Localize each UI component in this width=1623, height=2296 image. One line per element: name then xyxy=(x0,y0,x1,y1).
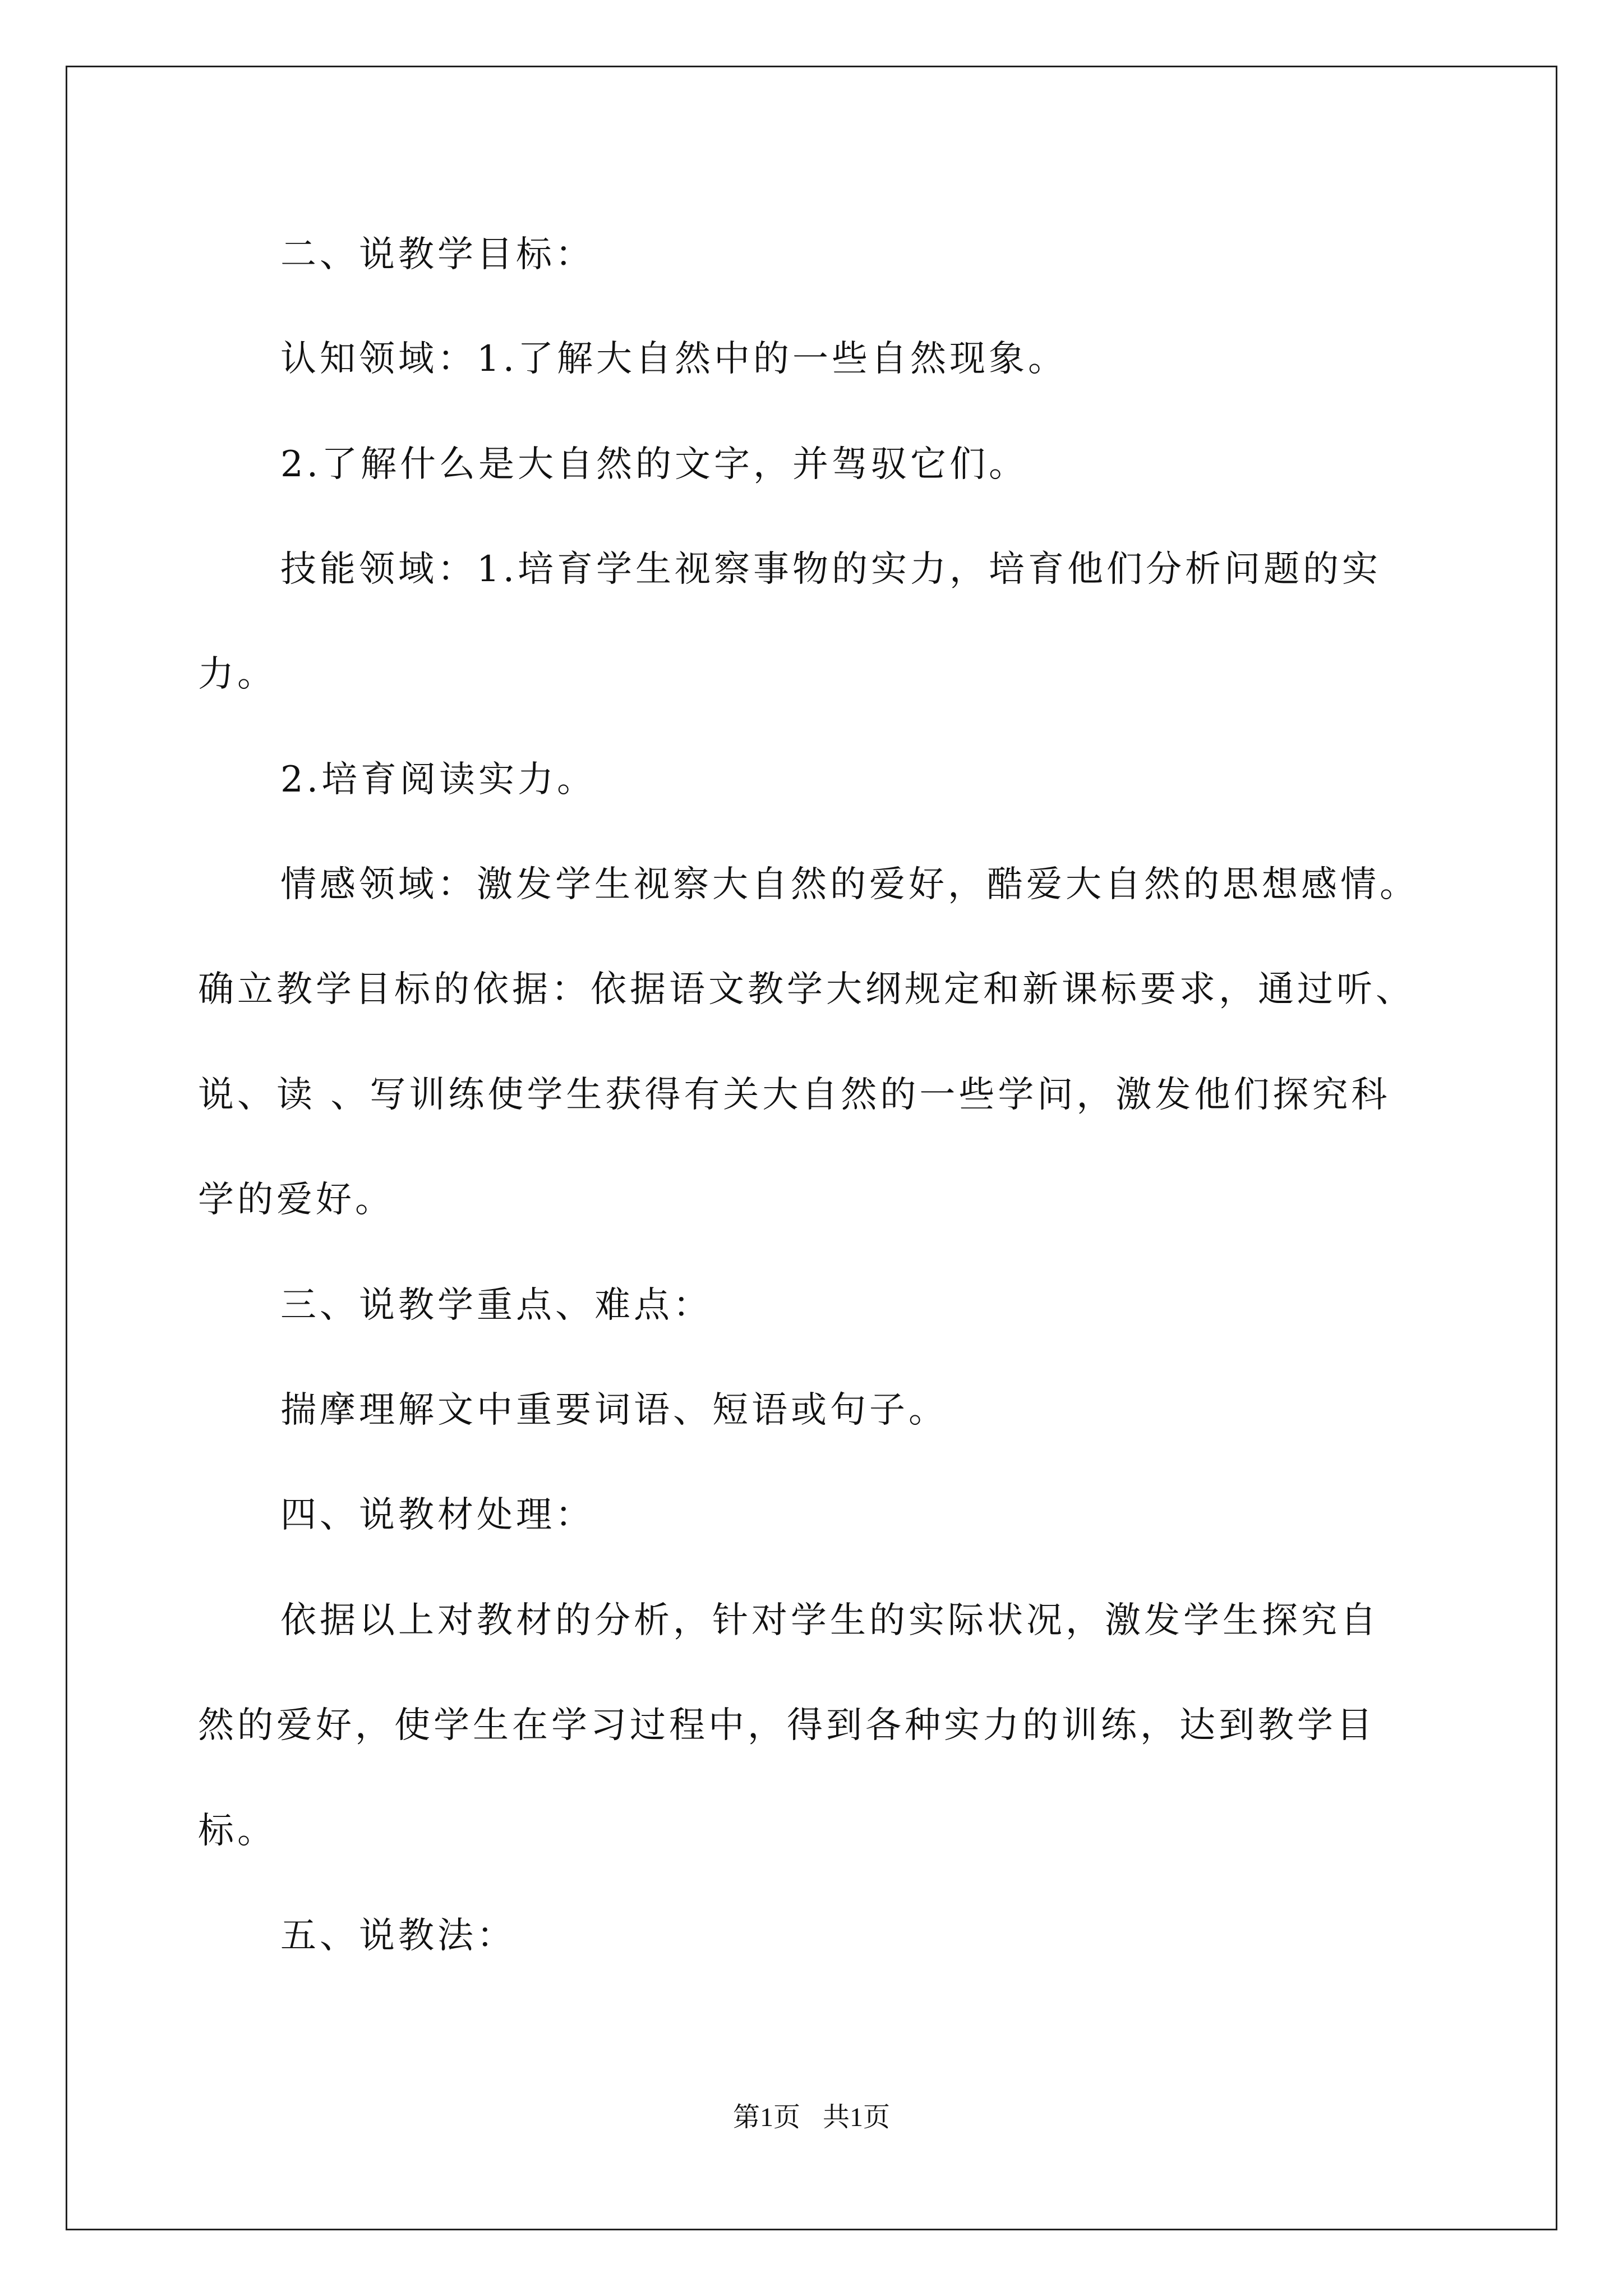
page-border xyxy=(66,66,1557,2230)
page-number: 第1页 xyxy=(732,2102,800,2132)
section-heading-teaching-goals: 二、说教学目标： xyxy=(280,234,594,275)
section-heading-material-handling: 四、说教材处理： xyxy=(280,1494,594,1536)
paragraph-line: 然的爱好，使学生在学习过程中，得到各种实力的训练，达到教学目 xyxy=(198,1705,1376,1746)
paragraph-line: 确立教学目标的依据：依据语文教学大纲规定和新课标要求，通过听、 xyxy=(198,969,1415,1010)
paragraph-line: 标。 xyxy=(198,1810,276,1852)
section-heading-key-points: 三、说教学重点、难点： xyxy=(280,1285,712,1326)
paragraph-line: 情感领域：激发学生视察大自然的爱好，酷爱大自然的思想感情。 xyxy=(280,864,1419,905)
paragraph-line: 学的爱好。 xyxy=(198,1179,394,1221)
paragraph-line: 力。 xyxy=(198,654,276,695)
paragraph-line: 2.培育阅读实力。 xyxy=(280,759,597,800)
paragraph-line: 说、读 、写训练使学生获得有关大自然的一些学问，激发他们探究科 xyxy=(198,1074,1391,1116)
page-total: 共1页 xyxy=(823,2102,891,2132)
page-footer xyxy=(0,2101,1623,2134)
paragraph-line: 2.了解什么是大自然的文字，并驾驭它们。 xyxy=(280,444,1029,485)
paragraph-line: 揣摩理解文中重要词语、短语或句子。 xyxy=(280,1389,948,1431)
section-heading-teaching-methods: 五、说教法： xyxy=(280,1915,516,1957)
paragraph-line: 依据以上对教材的分析，针对学生的实际状况，激发学生探究自 xyxy=(280,1600,1380,1641)
paragraph-line: 技能领域：1.培育学生视察事物的实力，培育他们分析问题的实 xyxy=(280,549,1382,590)
paragraph-line: 认知领域：1.了解大自然中的一些自然现象。 xyxy=(280,338,1068,380)
